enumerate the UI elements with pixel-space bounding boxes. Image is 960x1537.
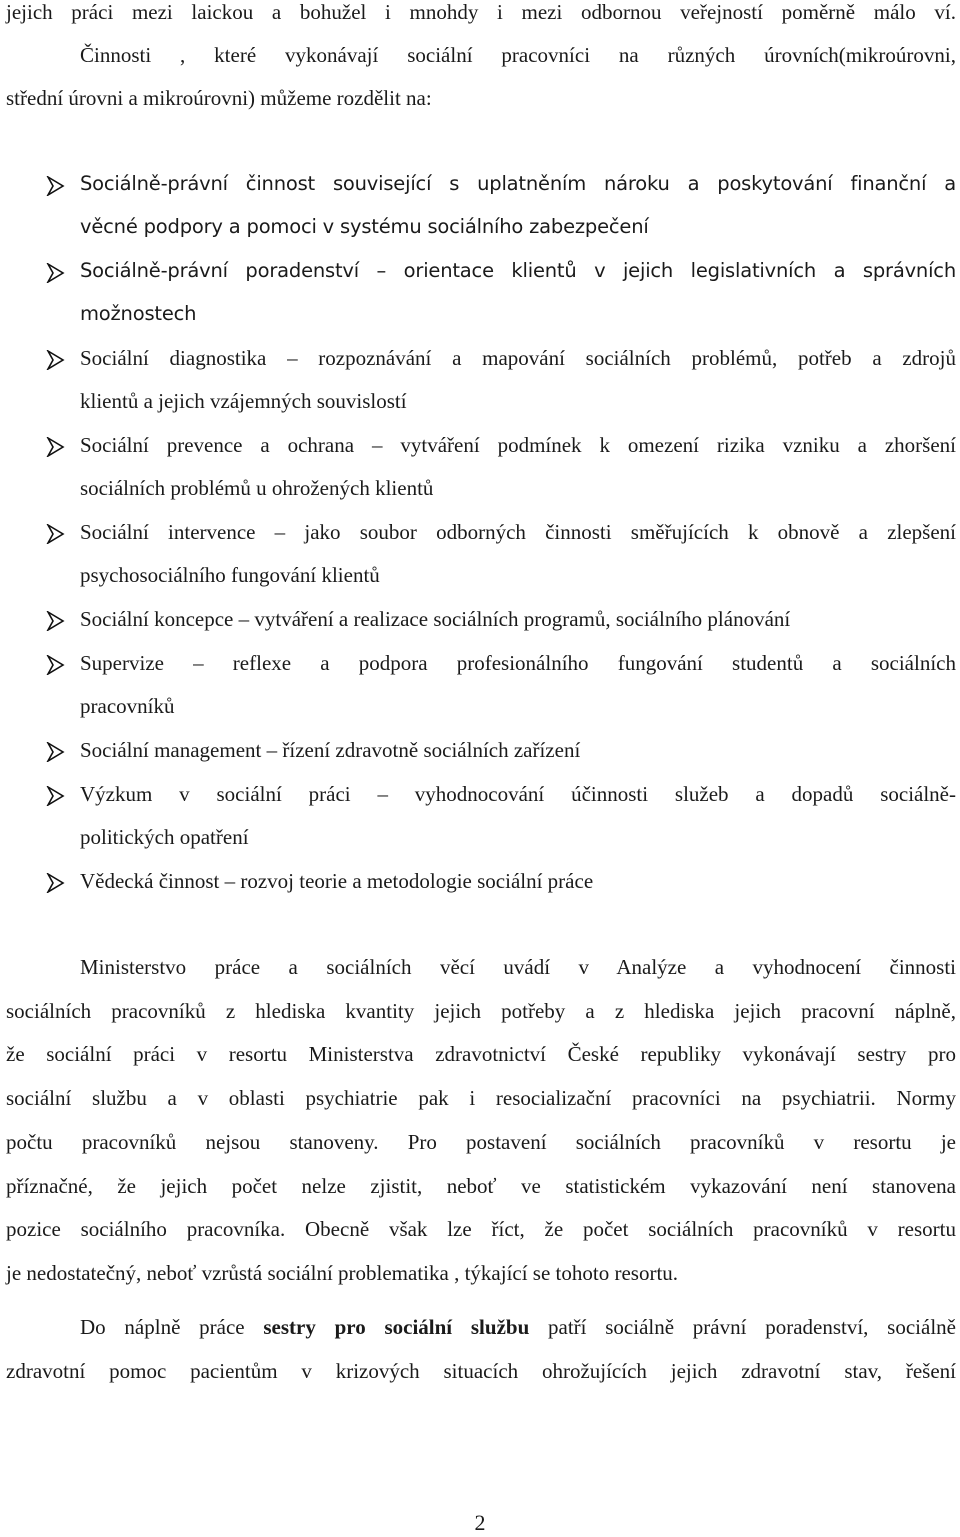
bullet-arrow-icon [45,873,65,893]
paragraph-nurse-bold: sestry pro sociální službu [263,1315,530,1339]
bullet-item-line: Sociální diagnostika – rozpoznávání a mapování sociálních problémů, potřeb a zdrojů [80,346,956,370]
paragraph-nurse-line-2: zdravotní pomoc pacientům v krizových situacích ohrožujících jejich zdravotní stav, řešení [6,1359,956,1383]
bullet-item-line: Sociálně-právní poradenství – orientace klientů v jejich legislativních a správních [80,259,956,282]
bullet-item [80,649,956,735]
page-number: 2 [474,1510,486,1535]
bullet-item-line: pracovníků [80,694,175,718]
bullet-item-line: věcné podpory a pomoci v systému sociálního zabezpečení [80,215,649,238]
bullet-item [80,736,956,779]
bullet-item-line: Sociální prevence a ochrana – vytváření podmínek k omezení rizika vzniku a zhoršení [80,433,956,457]
bullet-item [80,170,956,256]
bullet-arrow-icon [45,263,65,283]
bullet-arrow-icon [45,611,65,631]
bullet-arrow-icon [45,437,65,457]
intro-line-3: střední úrovni a mikroúrovni) můžeme rozdělit na: [6,86,432,110]
paragraph-ministry-line: počtu pracovníků nejsou stanoveny. Pro postavení sociálních pracovníků v resortu je [6,1129,956,1154]
bullet-item [80,780,956,866]
bullet-arrow-icon [45,350,65,370]
bullet-item-line: sociálních problémů u ohrožených klientů [80,476,434,500]
bullet-arrow-icon [45,655,65,675]
bullet-arrow-icon [45,786,65,806]
bullet-item [80,344,956,430]
bullet-item [80,518,956,604]
bullet-item-line: Supervize – reflexe a podpora profesionálního fungování studentů a sociálních [80,651,956,675]
bullet-item-line: možnostech [80,302,197,325]
paragraph-ministry-line: sociální službu a v oblasti psychiatrie pak i resocializační pracovníci na psychiatrii. Normy [6,1086,956,1111]
bullet-item [80,605,956,648]
bullet-item-line: politických opatření [80,825,249,849]
intro-line-1: jejich práci mezi laickou a bohužel i mnohdy i mezi odbornou veřejností poměrně málo ví. [6,0,956,24]
bullet-item-line: klientů a jejich vzájemných souvislostí [80,389,407,413]
bullet-item-line: Sociálně-právní činnost související s uplatněním nároku a poskytování finanční a [80,172,956,195]
bullet-item-line: Sociální koncepce – vytváření a realizace sociálních programů, sociálního plánování [80,607,791,631]
bullet-item-line: Výzkum v sociální práci – vyhodnocování účinnosti služeb a dopadů sociálně- [80,782,956,806]
bullet-item-line: Sociální intervence – jako soubor odborných činnosti směřujících k obnově a zlepšení [80,520,956,544]
paragraph-ministry-line: příznačné, že jejich počet nelze zjistit, neboť ve statistickém vykazování není stanovena [6,1173,956,1198]
bullet-item-line: Sociální management – řízení zdravotně sociálních zařízení [80,738,581,762]
bullet-arrow-icon [45,524,65,544]
paragraph-ministry-line: Ministerstvo práce a sociálních věcí uvádí v Analýze a vyhodnocení činnosti [80,955,956,979]
bullet-item [80,431,956,517]
bullet-item [80,257,956,343]
bullet-arrow-icon [45,176,65,196]
paragraph-nurse-post: patří sociálně právní poradenství, sociálně [529,1315,956,1339]
paragraph-nurse-line-1 [80,1313,956,1341]
intro-line-2: Činnosti , které vykonávají sociální pracovníci na různých úrovních(mikroúrovni, [80,43,956,67]
bullet-arrow-icon [45,742,65,762]
paragraph-ministry-line: je nedostatečný, neboť vzrůstá sociální problematika , týkající se tohoto resortu. [6,1260,679,1285]
bullet-item-line: psychosociálního fungování klientů [80,563,380,587]
paragraph-ministry-line: že sociální práci v resortu Ministerstva zdravotnictví České republiky vykonávají sestry pro [6,1042,956,1067]
paragraph-ministry-line: sociálních pracovníků z hlediska kvantity jejich potřeby a z hlediska jejich pracovní náplně, [6,998,956,1023]
paragraph-ministry-line: pozice sociálního pracovníka. Obecně však lze říct, že počet sociálních pracovníků v resortu [6,1217,956,1242]
paragraph-nurse-pre: Do náplně práce [80,1315,264,1339]
bullet-item [80,867,956,910]
bullet-item-line: Vědecká činnost – rozvoj teorie a metodologie sociální práce [80,869,594,893]
